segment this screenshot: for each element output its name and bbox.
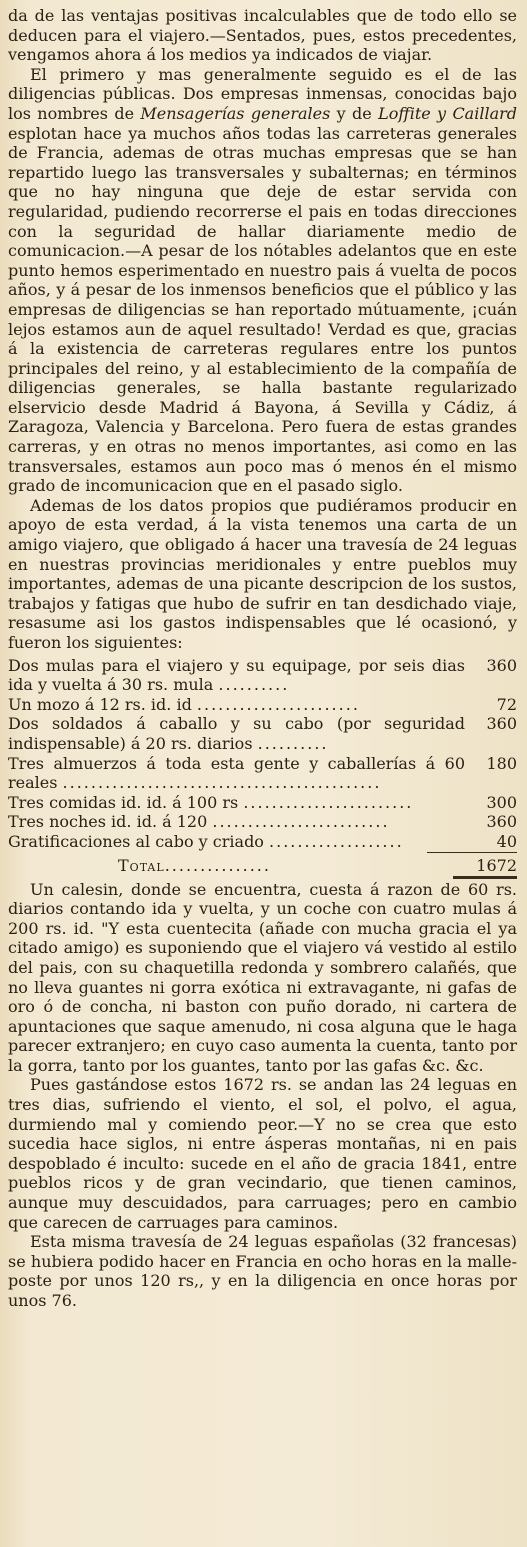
ledger-row [8,754,517,793]
leader-dots: ............... [164,855,271,875]
paragraph-gastos: Pues gastándose estos 1672 rs. se andan las 24 leguas en tres dias, sufriendo el viento, el sol, el polvo, el agua, durmiendo mal y comiendo peor.—Y no se crea que esto sucedia hace siglos, ni entre ásperas montañas, ni en pais despoblado é inculto: sucede en el año de gracia 1841, entre pueblos ricos y de gran vecindario, que tienen caminos, aunque muy descuidados, para carruages; pero en cambio que carecen de carruages para caminos. [8,1075,517,1232]
total-amount: 1672 [465,855,517,876]
company-name-mensagerias: Mensagerías generales [140,103,331,123]
ledger-row [8,714,517,753]
ledger-desc: Tres comidas id. id. á 100 rs [8,792,239,812]
ledger-desc: Gratificaciones al cabo y criado [8,831,264,851]
ledger-amount: 360 [486,655,517,675]
ledger-row [8,793,517,813]
ledger-row [8,812,517,832]
paragraph-carta-amigo: Ademas de los datos propios que pudiéramos producir en apoyo de esta verdad, á la vista tenemos una carta de un amigo viajero, que obligado á hacer una travesía de 24 leguas en nuestras provincias meridionales y entre pueblos muy importantes, ademas de una picante descripcion de los sustos, trabajos y fatigas que hubo de sufrir en tan desdichado viaje, resasume asi los gastos indispensables que lé ocasionó, y fueron los siguientes: [8,495,517,652]
ledger-desc: Dos mulas para el viajero y su equipage, por seis dias ida y vuelta á 30 rs. mula [8,655,465,695]
leader-dots: ......................... [212,812,390,832]
paragraph-text: El primero y mas generalmente seguido es el de las diligencias públicas. Dos empresas inmensas, conocidas bajo los nombres de [8,64,517,123]
total-label: Total [118,855,165,875]
ledger-row [8,832,517,852]
ledger-amount: 300 [486,792,517,812]
ledger-row [8,695,517,715]
leader-dots: ............................................. [62,773,382,793]
leader-dots: .......... [218,675,290,695]
paragraph-calesin: Un calesin, donde se encuentra, cuesta á razon de 60 rs. diarios contando ida y vuelta, y un coche con cuatro mulas á 200 rs. id. "Y esta cuentecita (añade con mucha gracia el ya citado amigo) es suponiendo que el viajero vá vestido al estilo del pais, con su chaquetilla redonda y sombrero calañés, que no lleva guantes ni gorra exótica ni extravagante, ni gafas de oro ó de concha, ni baston con puño dorado, ni cartera de apuntaciones que saque amenudo, ni cosa alguna que le haga parecer extranjero; en cuyo caso aumenta la cuenta, tanto por la gorra, tanto por los guantes, tanto por las gafas &c. &c. [8,879,517,1075]
paragraph-diligencias [8,65,517,496]
ledger-desc: Tres noches id. id. á 120 [8,812,208,832]
company-name-loffite: Loffite y Caillard [378,103,518,123]
leader-dots: ........................ [243,792,414,812]
ledger-row [8,656,517,695]
paragraph-francia: Esta misma travesía de 24 leguas españolas (32 francesas) se hubiera podido hacer en Francia en ocho horas en la malle-poste por unos 120 rs,, y en la diligencia en once horas por unos 76. [8,1232,517,1310]
paragraph-text: y de [330,103,379,123]
leader-dots: .......... [257,733,329,753]
ledger-amount: 72 [496,694,517,714]
ledger-amount: 180 [486,753,517,773]
paragraph-text: esplotan hace ya muchos años todas las carreteras generales de Francia, ademas de otras muchas empresas que se han repartido luego las transversales y subalternas; en términos que no hay ninguna que deje de estar servida con regularidad, pudiendo recorrerse el pais en todas direcciones con la seguridad de hallar diariamente medio de comunicacion.—A pesar de los nótables adelantos que en este punto hemos esperimentado en nuestro pais á vuelta de pocos años, y á pesar de los inmensos beneficios que el público y las empresas de diligencias se han reportado mútuamente, ¡cuán lejos estamos aun de aquel resultado! Verdad es que, gracias á la existencia de carreteras regulares entre los puntos principales del reino, y al establecimiento de la compañía de diligencias generales, se halla bastante regularizado elservicio desde Madrid á Bayona, á Sevilla y Cádiz, á Zaragoza, Valencia y Barcelona. Pero fuera de estas grandes carreras, y en otras no menos importantes, asi como en las transversales, estamos aun poco mas ó menos én el mismo grado de incomunicacion que en el pasado siglo. [8,123,517,496]
ledger-amount: 360 [486,714,517,734]
leader-dots: ....................... [196,694,360,714]
expense-ledger [8,656,517,876]
ledger-amount: 40 [496,831,517,851]
ledger-total-row [8,855,517,876]
paragraph-continuation: da de las ventajas positivas incalculables que de todo ello se deducen para el viajero.—Sentados, pues, estos precedentes, vengamos ahora á los medios ya indicados de viajar. [8,6,517,65]
ledger-desc: Dos soldados á caballo y su cabo (por seguridad indispensable) á 20 rs. diarios [8,714,465,753]
leader-dots: ................... [269,831,404,851]
ledger-amount: 360 [486,812,517,832]
ledger-desc: Tres almuerzos á toda esta gente y caballerías á 60 reales [8,753,465,793]
ledger-desc: Un mozo á 12 rs. id. id [8,694,192,714]
